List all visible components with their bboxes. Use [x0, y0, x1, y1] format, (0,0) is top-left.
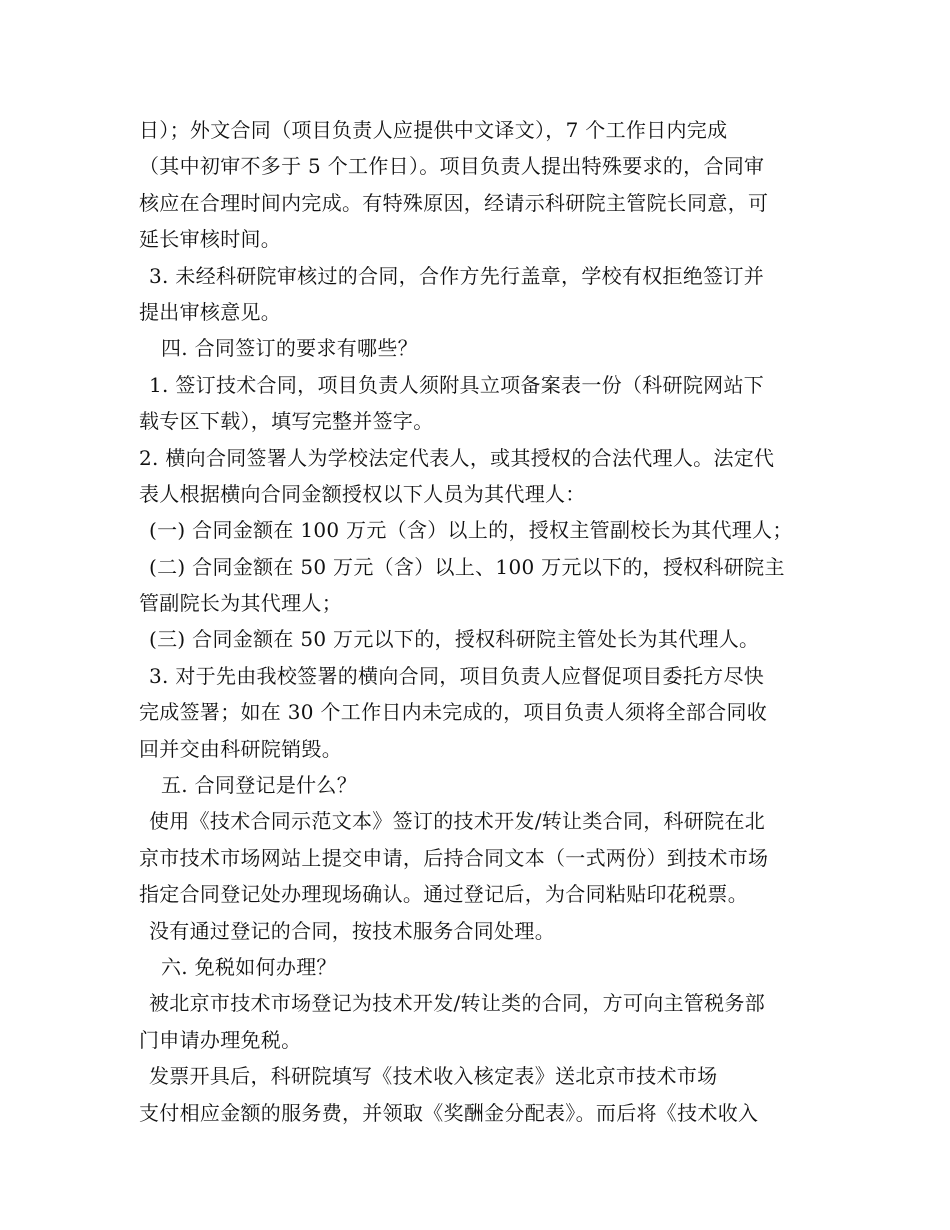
text-line: 载专区下载），填写完整并签字。: [139, 409, 434, 434]
text-line: 支付相应金额的服务费，并领取《奖酬金分配表》。而后将《技术收入: [139, 1100, 759, 1125]
text-line: 完成签署；如在 30 个工作日内未完成的，项目负责人须将全部合同收: [139, 700, 768, 725]
text-line: 核应在合理时间内完成。有特殊原因，经请示科研院主管院长同意，可: [139, 190, 769, 215]
text-line: 日）；外文合同（项目负责人应提供中文译文），7 个工作日内完成: [139, 118, 728, 142]
section-heading: 六. 免税如何办理？: [161, 954, 337, 979]
list-item: 3. 对于先由我校签署的横向合同，项目负责人应督促项目委托方尽快: [149, 663, 765, 688]
sub-list-item: (一) 合同金额在 100 万元（含）以上的，授权主管副校长为其代理人；: [149, 518, 793, 543]
list-item: 1. 签订技术合同，项目负责人须附具立项备案表一份（科研院网站下: [149, 372, 765, 397]
text-line: 延长审核时间。: [139, 227, 282, 252]
paragraph-line: 发票开具后，科研院填写《技术收入核定表》送北京市技术市场: [149, 1064, 718, 1089]
section-heading: 四. 合同签订的要求有哪些？: [161, 336, 418, 361]
text-line: 表人根据横向合同金额授权以下人员为其代理人：: [139, 481, 586, 506]
sub-list-item: (三) 合同金额在 50 万元以下的，授权科研院主管处长为其代理人。: [149, 627, 760, 652]
sub-list-item: (二) 合同金额在 50 万元（含）以上、100 万元以下的，授权科研院主: [149, 554, 785, 579]
text-line: （其中初审不多于 5 个工作日）。项目负责人提出特殊要求的，合同审: [139, 154, 765, 179]
paragraph-line: 没有通过登记的合同，按技术服务合同处理。: [149, 918, 555, 943]
paragraph-line: 使用《技术合同示范文本》签订的技术开发/转让类合同，科研院在北: [149, 809, 766, 834]
section-heading: 五. 合同登记是什么？: [161, 773, 358, 798]
text-line: 管副院长为其代理人；: [139, 591, 342, 616]
text-line: 门申请办理免税。: [139, 1027, 302, 1052]
list-item: 2. 横向合同签署人为学校法定代表人，或其授权的合法代理人。法定代: [139, 445, 775, 470]
paragraph-line: 被北京市技术市场登记为技术开发/转让类的合同，方可向主管税务部: [149, 991, 766, 1016]
list-item: 3. 未经科研院审核过的合同，合作方先行盖章，学校有权拒绝签订并: [149, 263, 765, 288]
text-line: 回并交由科研院销毁。: [139, 736, 342, 761]
document-body: [139, 112, 819, 1131]
text-line: 提出审核意见。: [139, 299, 282, 324]
text-line: 指定合同登记处办理现场确认。通过登记后，为合同粘贴印花税票。: [139, 882, 748, 907]
text-line: 京市技术市场网站上提交申请，后持合同文本（一式两份）到技术市场: [139, 845, 769, 870]
